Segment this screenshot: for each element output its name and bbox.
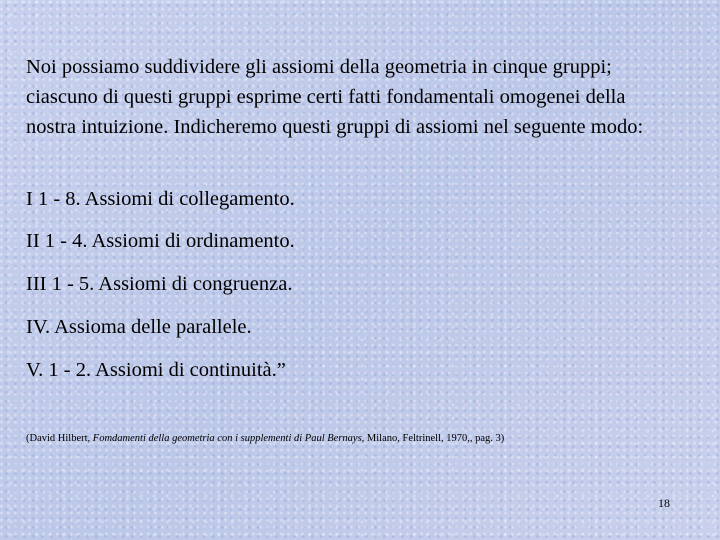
citation [26, 432, 504, 446]
axiom-group-item: V. 1 - 2. Assiomi di continuità.” [26, 359, 286, 381]
axiom-group-item: III 1 - 5. Assiomi di congruenza. [26, 273, 293, 295]
page-number: 18 [658, 496, 670, 510]
intro-paragraph: Noi possiamo suddividere gli assiomi della geometria in cinque gruppi; ciascuno di questi gruppi esprime certi fatti fondamentali omogenei della nostra intuizione. Indicheremo questi gruppi di assiomi nel seguente modo: [26, 56, 644, 138]
axiom-group-item: I 1 - 8. Assiomi di collegamento. [26, 188, 295, 210]
axiom-group-item: II 1 - 4. Assiomi di ordinamento. [26, 230, 295, 252]
citation-title: Fomdamenti della geometria con i supplementi di Paul Bernays [92, 433, 362, 444]
axiom-group-item: IV. Assioma delle parallele. [26, 316, 252, 338]
citation-suffix: , Milano, Feltrinell, 1970,, pag. 3) [361, 433, 505, 444]
citation-prefix: (David Hilbert, [26, 433, 93, 444]
